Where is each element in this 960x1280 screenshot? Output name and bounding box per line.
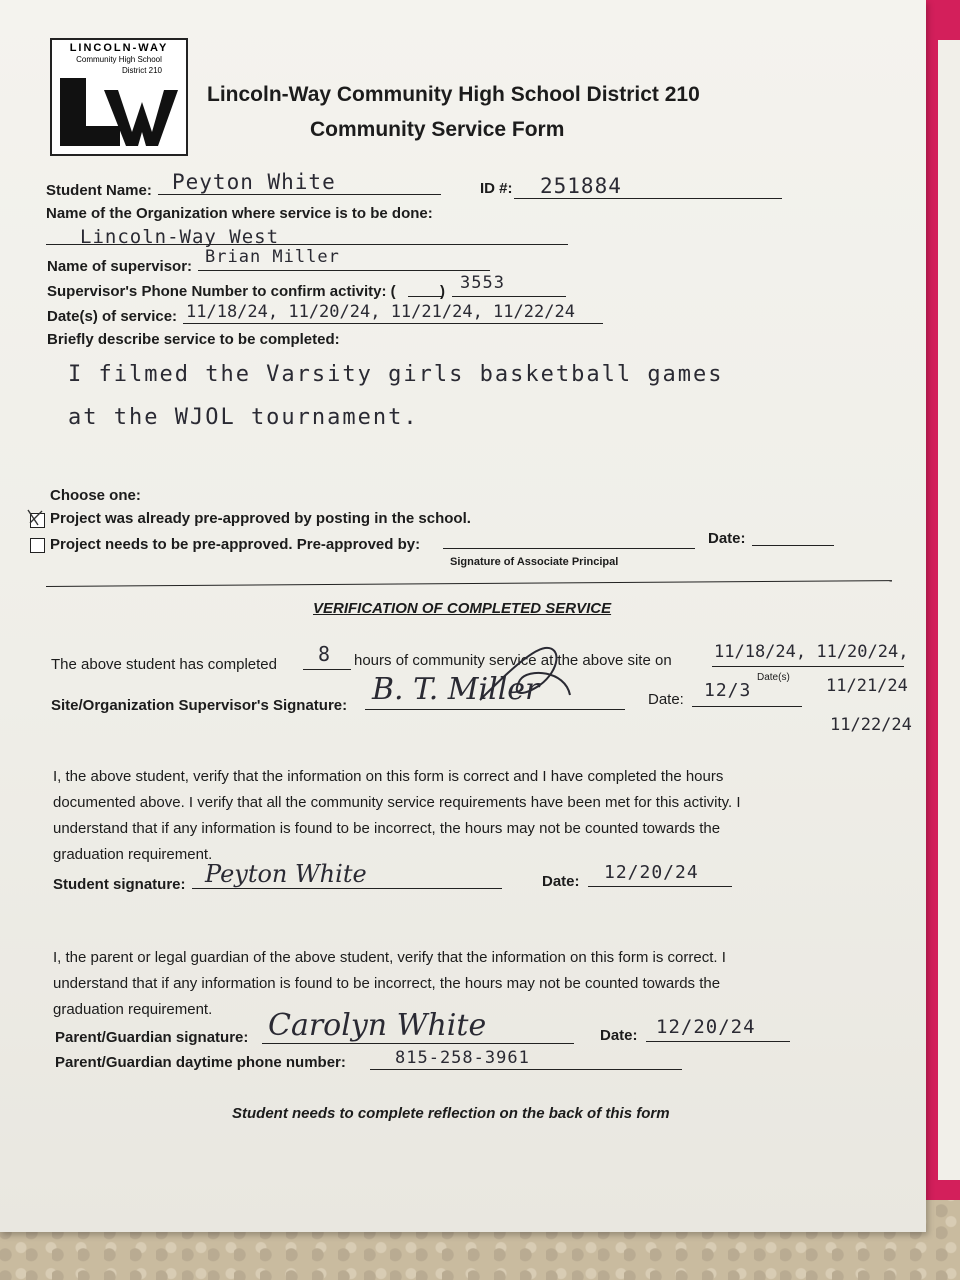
parent-statement-line-3: graduation requirement. (53, 1001, 213, 1018)
form-header-subtitle: Community Service Form (310, 118, 565, 141)
student-date-value: 12/20/24 (604, 862, 699, 883)
dates-caption: Date(s) (757, 672, 790, 683)
preapproval-date-label: Date: (708, 530, 746, 547)
parent-phone-line (370, 1069, 682, 1070)
id-value: 251884 (540, 174, 622, 198)
hours-line (303, 669, 351, 670)
supervisor-signature-label: Site/Organization Supervisor's Signature: (51, 697, 348, 714)
organization-value: Lincoln-Way West (80, 226, 280, 248)
parent-date-label: Date: (600, 1027, 638, 1044)
describe-line-2: at the WJOL tournament. (68, 405, 419, 430)
logo-district: District 210 (121, 66, 162, 75)
preapproval-date-line (752, 545, 834, 546)
completed-middle: hours of community service at the above site on (354, 652, 672, 669)
supervisor-line (198, 270, 490, 271)
option-preapproved-label: Project was already pre-approved by posting in the school. (50, 510, 471, 527)
supervisor-label: Name of supervisor: (47, 258, 193, 275)
student-statement (53, 764, 853, 868)
supervisor-date-value: 12/3 (704, 680, 752, 701)
dates-label: Date(s) of service: (47, 308, 178, 325)
student-statement-line-3: understand that if any information is found to be incorrect, the hours may not be counted towards the (53, 820, 721, 837)
supervisor-value: Brian Miller (205, 247, 340, 267)
completed-prefix: The above student has completed (51, 656, 277, 673)
parent-phone-label: Parent/Guardian daytime phone number: (55, 1054, 346, 1071)
phone-label: Supervisor's Phone Number to confirm activity: ( (47, 283, 396, 300)
student-name-value: Peyton White (172, 170, 336, 194)
parent-date-line (646, 1041, 790, 1042)
hours-value: 8 (318, 642, 332, 666)
student-name-label: Student Name: (46, 182, 152, 199)
option-preapproved-checkbox[interactable] (30, 513, 45, 528)
student-name-line (158, 194, 441, 195)
option-needs-approval-checkbox[interactable] (30, 538, 45, 553)
parent-signature-value: Carolyn White (268, 1008, 487, 1043)
school-logo (50, 38, 188, 156)
logo-monogram (58, 76, 180, 148)
site-dates-line-1: 11/18/24, 11/20/24, (714, 642, 909, 662)
parent-signature-label: Parent/Guardian signature: (55, 1029, 249, 1046)
supervisor-date-line (692, 706, 802, 707)
parent-signature-line (262, 1043, 574, 1044)
student-date-label: Date: (542, 873, 580, 890)
supervisor-signature-value: B. T. Miller (372, 672, 540, 707)
verification-heading: VERIFICATION OF COMPLETED SERVICE (313, 600, 612, 617)
student-signature-value: Peyton White (205, 860, 367, 888)
logo-school: Community High School (76, 55, 162, 64)
parent-date-value: 12/20/24 (656, 1016, 756, 1038)
associate-principal-signature-line (443, 548, 695, 549)
section-divider (46, 580, 892, 587)
phone-area-line (408, 296, 442, 297)
parent-statement-line-1: I, the parent or legal guardian of the above student, verify that the information on this form is correct. I (53, 949, 726, 966)
id-label: ID #: (480, 180, 513, 197)
phone-number-line (452, 296, 566, 297)
folder-inner-page (938, 40, 960, 1180)
signature-scribble-icon (470, 640, 580, 715)
student-date-line (588, 886, 732, 887)
logo-name: LINCOLN-WAY (69, 42, 169, 54)
organization-label: Name of the Organization where service is to be done: (46, 205, 433, 222)
supervisor-date-label: Date: (648, 691, 684, 708)
student-statement-line-2: documented above. I verify that all the community service requirements have been met for this activity. I (53, 794, 741, 811)
parent-statement-line-2: understand that if any information is found to be incorrect, the hours may not be counted towards the (53, 975, 721, 992)
reflection-note: Student needs to complete reflection on the back of this form (232, 1105, 670, 1122)
site-dates-line (712, 666, 904, 667)
choose-one-label: Choose one: (50, 487, 141, 504)
student-statement-line-4: graduation requirement. (53, 846, 213, 863)
check-mark-icon (26, 507, 48, 529)
student-signature-line (192, 888, 502, 889)
site-dates-line-2: 11/21/24 (826, 676, 908, 696)
option-needs-approval-label: Project needs to be pre-approved. Pre-approved by: (50, 536, 421, 553)
describe-line-1: I filmed the Varsity girls basketball games (68, 362, 724, 387)
form-header-title: Lincoln-Way Community High School District 210 (207, 83, 700, 106)
student-statement-line-1: I, the above student, verify that the information on this form is correct and I have completed the hours (53, 768, 724, 785)
describe-label: Briefly describe service to be completed: (47, 331, 340, 348)
phone-close-paren: ) (440, 283, 445, 300)
site-dates-line-3: 11/22/24 (830, 715, 912, 735)
phone-value: 3553 (460, 273, 505, 293)
id-line (514, 198, 782, 199)
student-signature-label: Student signature: (53, 876, 186, 893)
dates-value: 11/18/24, 11/20/24, 11/21/24, 11/22/24 (186, 302, 575, 322)
dates-line (183, 323, 603, 324)
associate-principal-caption: Signature of Associate Principal (450, 556, 619, 568)
parent-phone-value: 815-258-3961 (395, 1048, 530, 1068)
